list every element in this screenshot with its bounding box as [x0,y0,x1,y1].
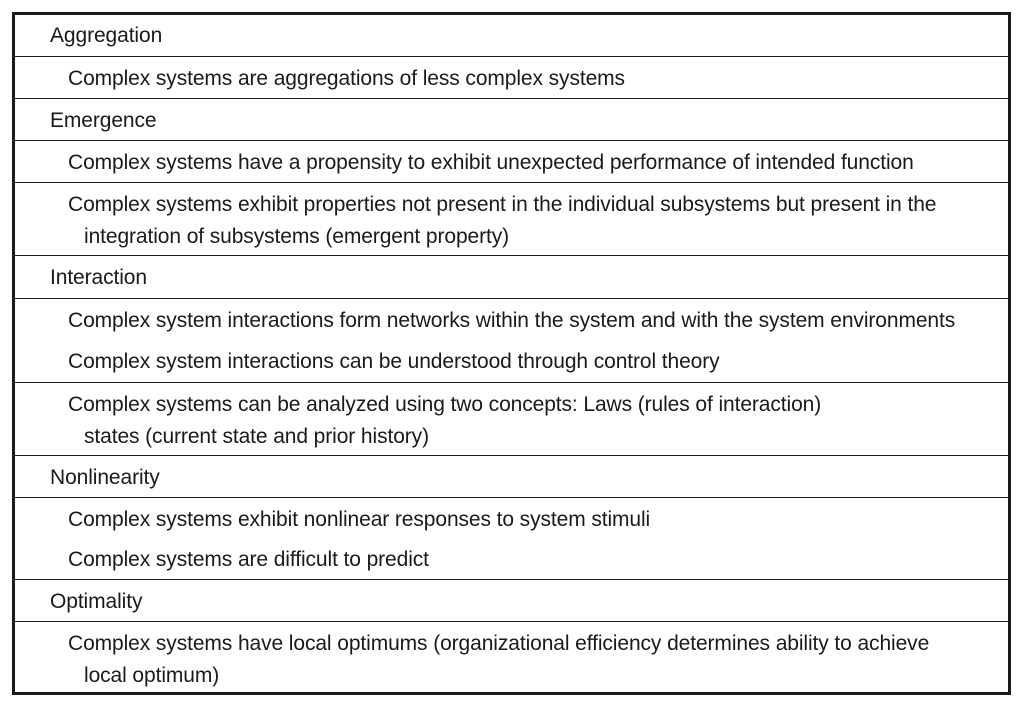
item-row [15,298,1008,382]
category-row-emergence [15,98,1008,140]
item-row [15,140,1008,182]
category-row-interaction [15,255,1008,298]
item-text: Complex system interactions form networks within the system and with the system environments [68,309,956,332]
category-label: Nonlinearity [50,466,160,489]
item-text: Complex systems can be analyzed using two concepts: Laws (rules of interaction) [68,393,822,416]
category-row-aggregation [15,15,1008,56]
item-text: Complex systems exhibit properties not present in the individual subsystems but present in the [68,193,937,216]
item-row [15,182,1008,255]
category-row-optimality [15,579,1008,621]
category-label: Interaction [50,266,147,289]
item-row [15,56,1008,98]
item-text: Complex systems are aggregations of less complex systems [68,67,625,90]
item-text: Complex system interactions can be understood through control theory [68,350,720,373]
item-row [15,382,1008,455]
complex-systems-table [12,12,1011,695]
item-text: Complex systems have a propensity to exhibit unexpected performance of intended function [68,151,914,174]
category-row-nonlinearity [15,455,1008,497]
item-text: Complex systems have local optimums (organizational efficiency determines ability to achieve [68,632,930,655]
item-text: Complex systems are difficult to predict [68,548,429,571]
category-label: Emergence [50,109,157,132]
category-label: Optimality [50,590,143,613]
item-row [15,621,1008,692]
item-text-continuation: integration of subsystems (emergent property) [84,225,510,248]
item-text: Complex systems exhibit nonlinear responses to system stimuli [68,508,651,531]
item-text-continuation: local optimum) [84,664,220,687]
item-row [15,497,1008,579]
item-text-continuation: states (current state and prior history) [84,425,429,448]
category-label: Aggregation [50,24,163,47]
